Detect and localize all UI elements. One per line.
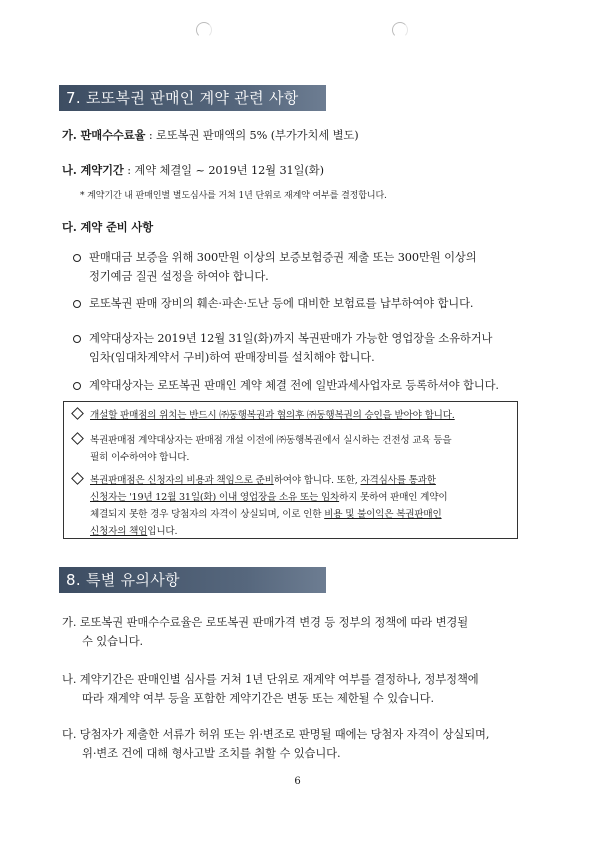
note-2-l1: 복권판매점 계약대상자는 판매점 개설 이전에 ㈜동행복권에서 실시하는 건전성 교육 등을 — [90, 435, 452, 446]
note-3-l3 — [90, 506, 442, 520]
note-3-l4-m: 입니다. — [147, 526, 178, 537]
note-3-l2 — [90, 489, 447, 503]
note-3-l1-u1: 복권판매점은 신청자의 비용과 책임으로 준비 — [90, 475, 274, 486]
note-3-l1 — [90, 472, 436, 486]
s8-na-l2: 따라 재계약 여부 등을 포함한 계약기간은 변동 또는 제한될 수 있습니다. — [82, 692, 434, 705]
s7-ga-line — [62, 127, 359, 143]
notice-box — [63, 401, 518, 539]
s7-da-label: 다. 계약 준비 사항 — [62, 220, 154, 234]
note-1: 개설할 판매점의 위치는 반드시 ㈜동행복권과 협의후 ㈜동행복권의 승인을 받아야 합니다. — [90, 410, 455, 421]
s8-ga-l2: 수 있습니다. — [82, 635, 144, 648]
bullet-circle — [73, 254, 81, 262]
note-3-l1-m: 하여야 합니다. 또한, — [273, 475, 361, 486]
s8-da-l1: 다. 당첨자가 제출한 서류가 허위 또는 위·변조로 판명될 때에는 당첨자 자격이 상실되며, — [62, 728, 490, 741]
note-3-l3-u: 비용 및 불이익은 복권판매인 — [324, 509, 442, 520]
diamond-bullet-icon — [71, 407, 84, 420]
note-3-l2-m: 하지 못하여 판매인 계약이 — [339, 492, 448, 503]
section-7-title: 7. 로또복권 판매인 계약 관련 사항 — [59, 85, 326, 111]
s8-ga-l1: 가. 로또복권 판매수수료율은 로또복권 판매가격 변경 등 정부의 정책에 따라 변경될 — [62, 616, 469, 629]
s7-ga-text: : 로또복권 판매액의 5% (부가가치세 별도) — [148, 129, 359, 142]
s7-item-4-l1: 계약대상자는 로또복권 판매인 계약 체결 전에 일반과세사업자로 등록하셔야 합니다. — [89, 379, 499, 392]
s8-da-l2: 위·변조 건에 대해 형사고발 조치를 취할 수 있습니다. — [82, 747, 341, 760]
binder-holes — [0, 22, 595, 42]
section-8-title: 8. 특별 유의사항 — [59, 567, 326, 593]
note-3-l4-u: 신청자의 책임 — [90, 526, 148, 537]
note-3-l1-u2: 자격심사를 통과한 — [360, 475, 436, 486]
s7-ga-label: 가. 판매수수료율 — [62, 128, 146, 142]
diamond-bullet-icon — [71, 432, 84, 445]
s7-na-label: 나. 계약기간 — [62, 163, 124, 177]
bullet-circle — [73, 300, 81, 308]
bullet-circle — [73, 382, 81, 390]
s7-na-text: : 계약 체결일 ~ 2019년 12월 31일(화) — [127, 164, 324, 177]
punch-hole-left — [196, 22, 212, 38]
s7-na-note: * 계약기간 내 판매인별 별도심사를 거쳐 1년 단위로 재계약 여부를 결정합니다. — [80, 191, 387, 201]
note-2-l2: 필히 이수하여야 합니다. — [90, 452, 190, 463]
bullet-circle — [73, 335, 81, 343]
s7-item-1-l1: 판매대금 보증을 위해 300만원 이상의 보증보험증권 제출 또는 300만원 이상의 — [89, 251, 477, 264]
s7-item-3-l1: 계약대상자는 2019년 12월 31일(화)까지 복권판매가 가능한 영업장을 소유하거나 — [89, 332, 493, 345]
s7-item-2-l1: 로또복권 판매 장비의 훼손·파손·도난 등에 대비한 보험료를 납부하여야 합니다. — [89, 297, 474, 310]
diamond-bullet-icon — [71, 472, 84, 485]
s7-item-3-l2: 임차(임대차계약서 구비)하여 판매장비를 설치해야 합니다. — [89, 351, 375, 364]
s8-na-l1: 나. 계약기간은 판매인별 심사를 거쳐 1년 단위로 재계약 여부를 결정하나, 정부정책에 — [62, 673, 479, 686]
page-number: 6 — [294, 776, 301, 787]
s7-item-1-l2: 정기예금 질권 설정을 하여야 합니다. — [89, 270, 269, 283]
note-3-l4 — [90, 523, 177, 537]
note-3-l3-m: 체결되지 못한 경우 당첨자의 자격이 상실되며, 이로 인한 — [90, 509, 325, 520]
punch-hole-right — [392, 22, 408, 38]
note-3-l2-u: 신청자는 '19년 12월 31일(화) 이내 영업장을 소유 또는 임차 — [90, 492, 340, 503]
s7-na-line — [62, 162, 324, 178]
